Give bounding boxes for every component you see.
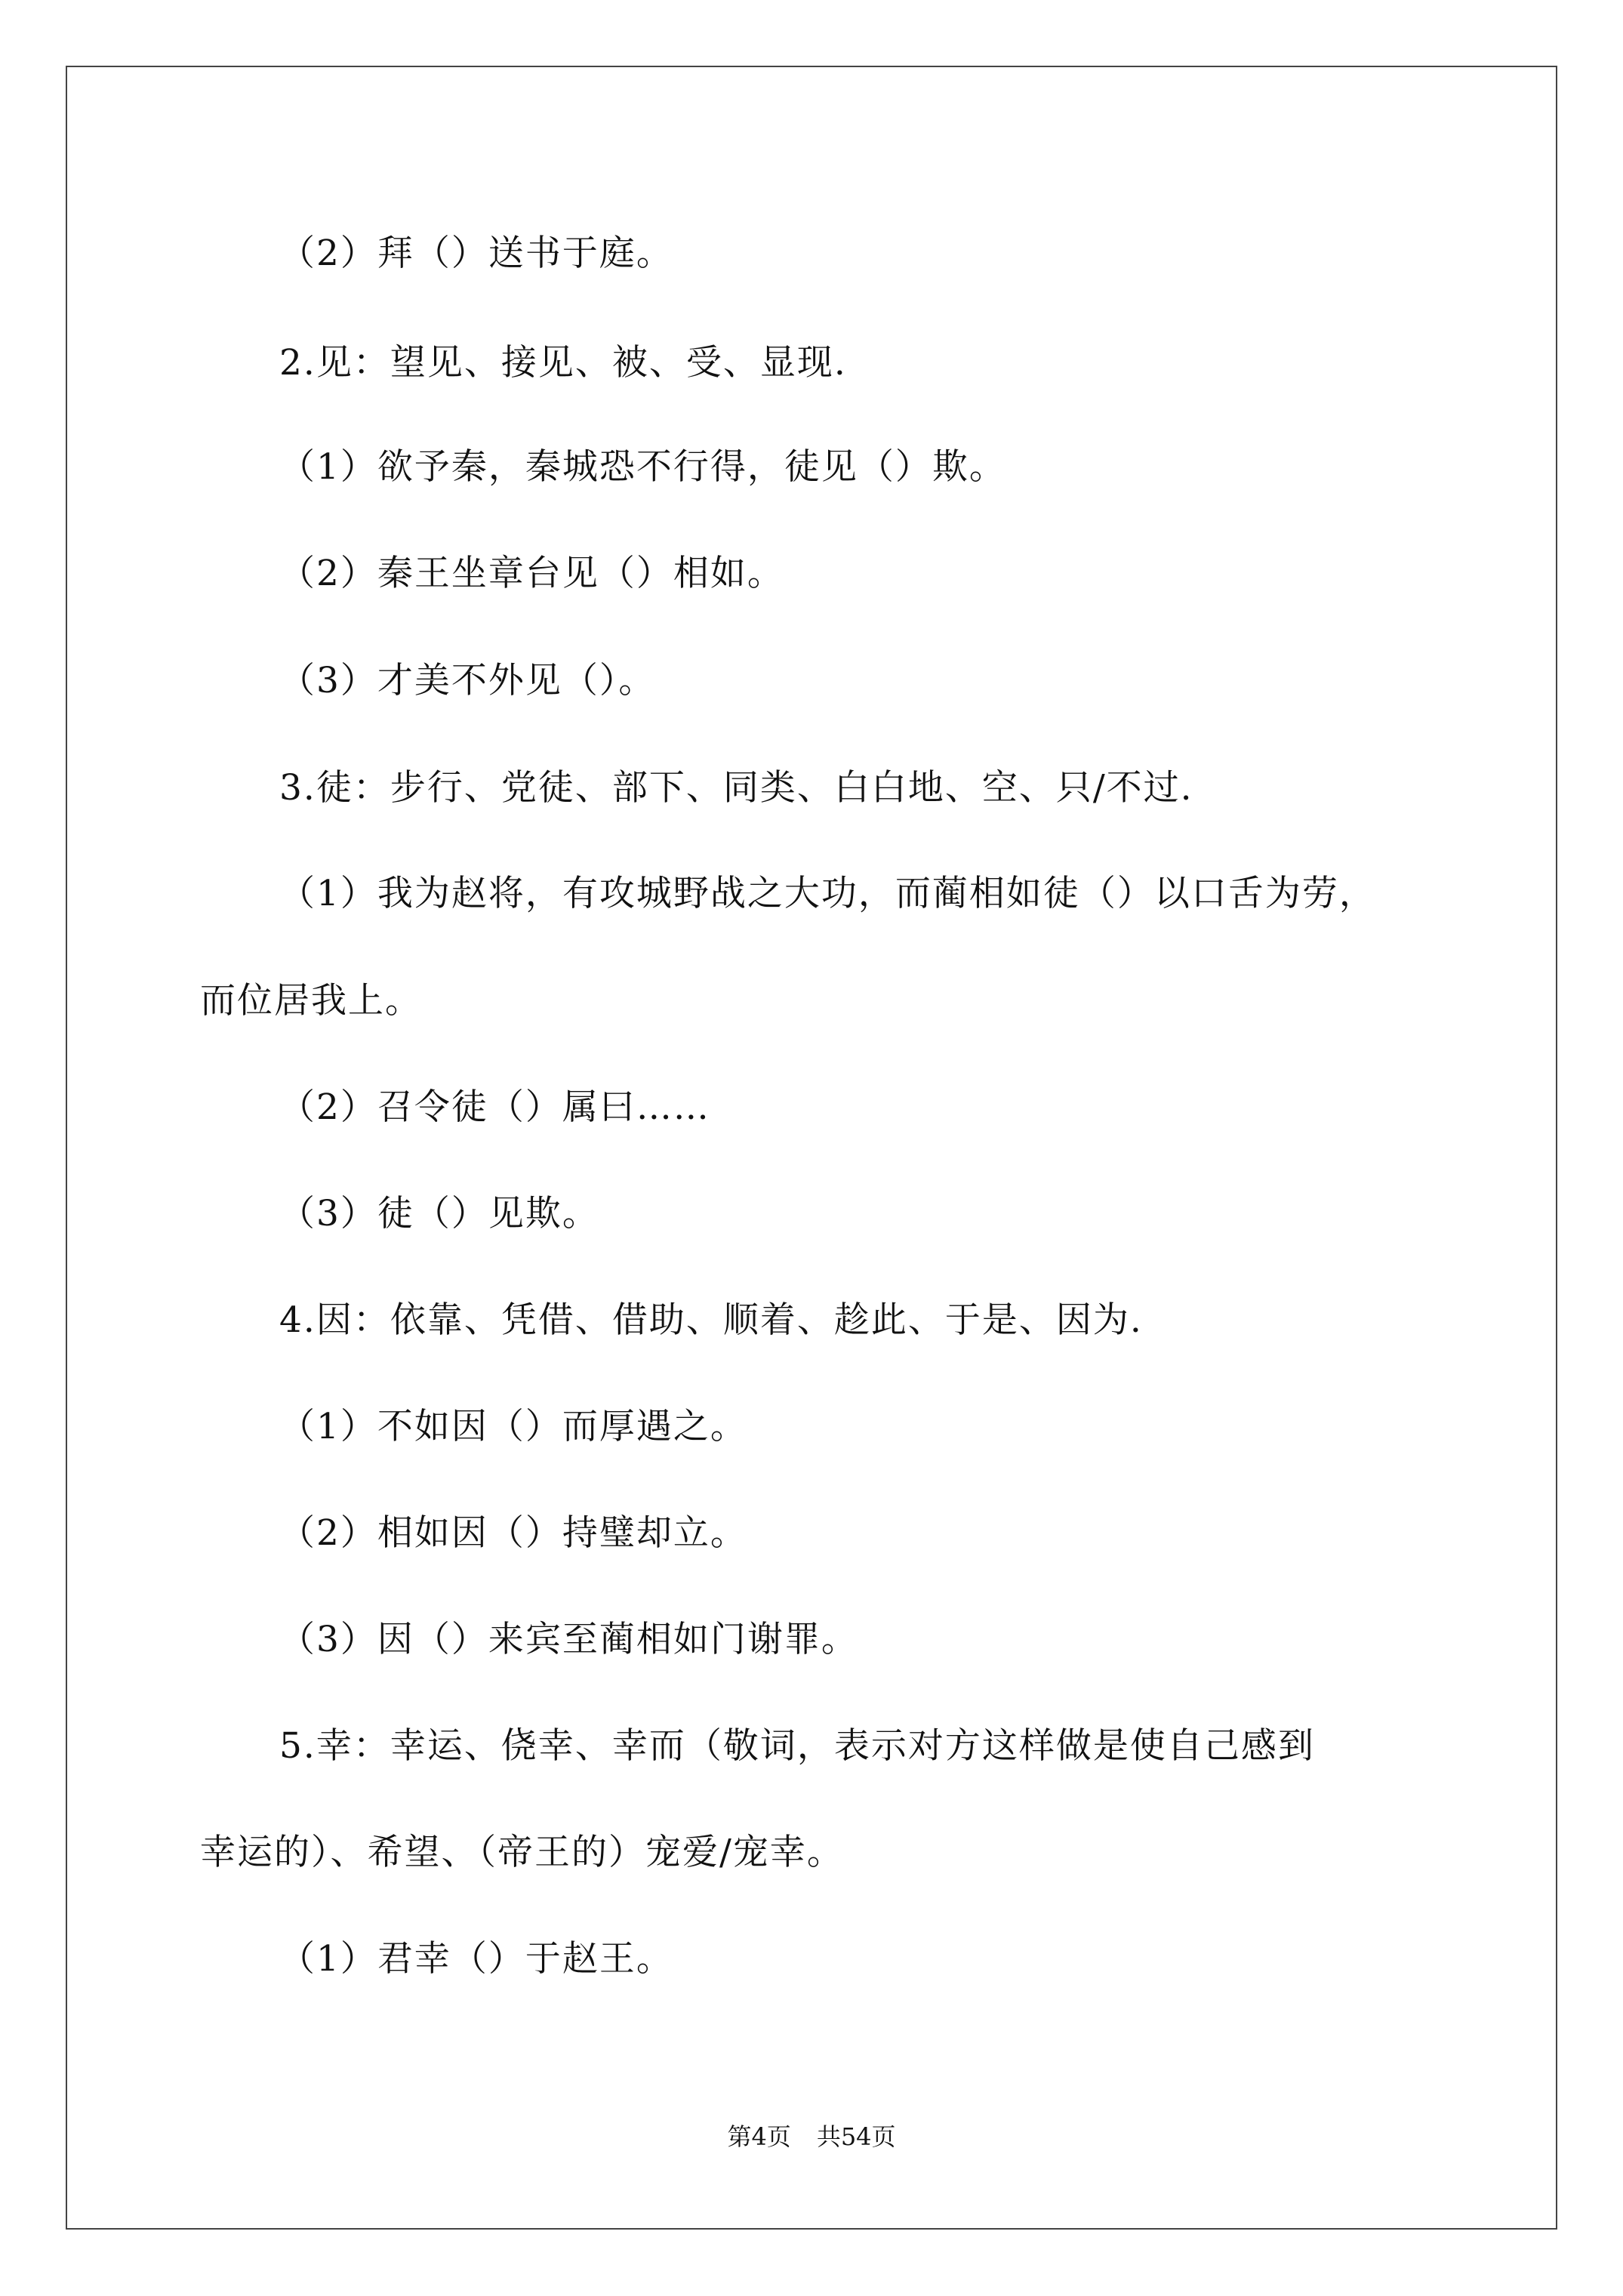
text-line-1: （2）拜（）送书于庭。 — [279, 233, 673, 274]
text-line-16: 幸运的）、希望、（帝王的）宠爱/宠幸。 — [200, 1832, 844, 1873]
text-line-4: （2）秦王坐章台见（）相如。 — [279, 553, 784, 594]
text-line-14: （3）因（）来宾至蔺相如门谢罪。 — [279, 1619, 858, 1660]
text-line-8: 而位居我上。 — [200, 980, 422, 1022]
text-line-5: （3）才美不外见（）。 — [279, 660, 656, 701]
text-line-10: （3）徒（）见欺。 — [279, 1193, 599, 1234]
text-line-2: 2.见：望见、接见、被、受、显现. — [279, 342, 847, 384]
text-line-12: （1）不如因（）而厚遇之。 — [279, 1406, 747, 1447]
text-line-3: （1）欲予秦，秦城恐不行得，徒见（）欺。 — [279, 446, 1006, 488]
page-total: 共54页 — [816, 2122, 896, 2151]
text-line-15: 5.幸：幸运、侥幸、幸而（敬词，表示对方这样做是使自己感到 — [279, 1725, 1315, 1767]
text-line-17: （1）君幸（）于赵王。 — [279, 1938, 673, 1980]
page-frame — [66, 66, 1557, 2230]
text-line-13: （2）相如因（）持璧却立。 — [279, 1512, 747, 1554]
text-line-7: （1）我为赵将，有攻城野战之大功，而蔺相如徒（）以口舌为劳， — [279, 873, 1376, 914]
page-footer — [0, 2122, 1623, 2152]
text-line-9: （2）召令徒（）属曰…… — [279, 1086, 710, 1128]
text-line-6: 3.徒：步行、党徒、部下、同类、白白地、空、只/不过. — [279, 767, 1193, 809]
page-number: 第4页 — [727, 2122, 791, 2151]
text-line-11: 4.因：依靠、凭借、借助、顺着、趁此、于是、因为. — [279, 1299, 1143, 1341]
